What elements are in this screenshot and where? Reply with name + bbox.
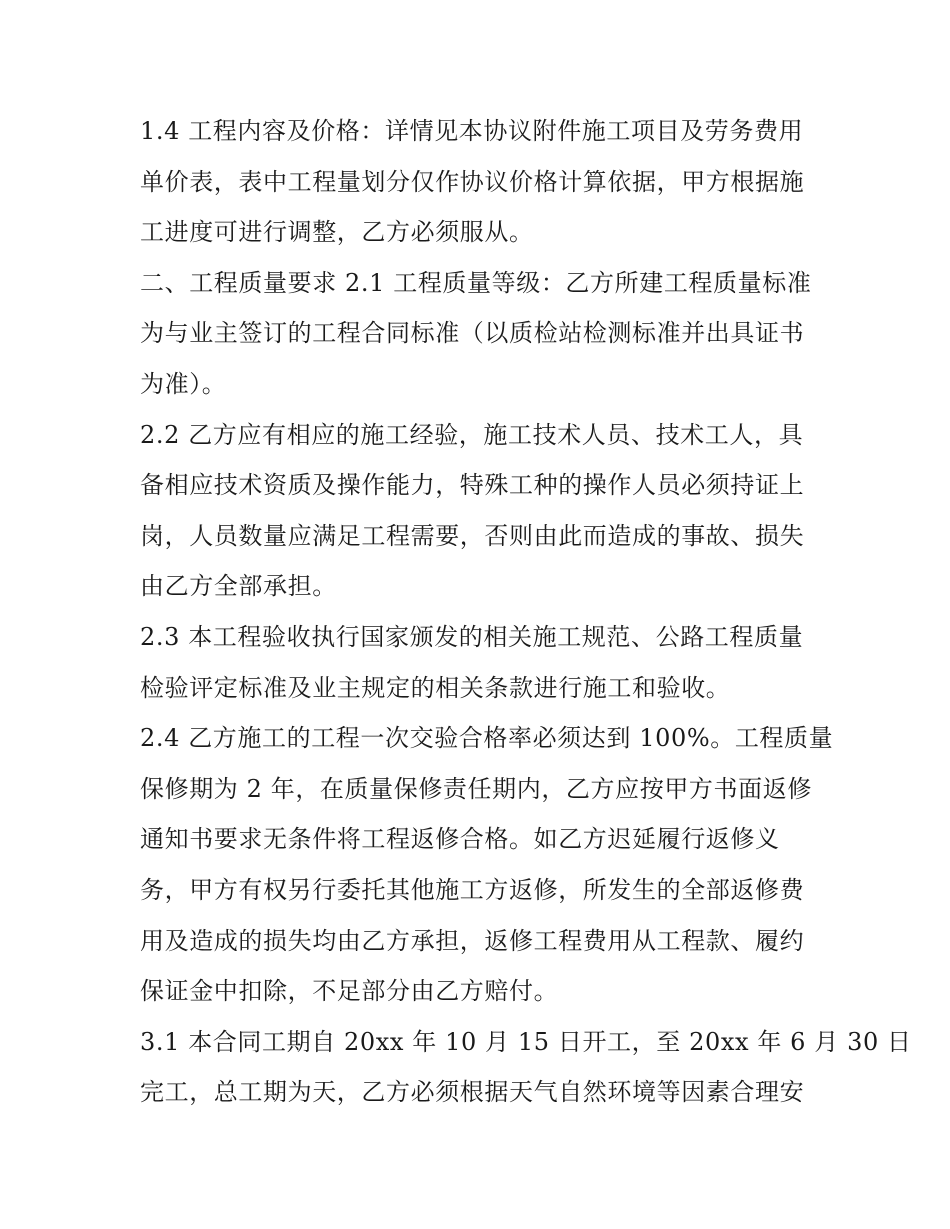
text-line: 检验评定标准及业主规定的相关条款进行施工和验收。 <box>140 673 731 702</box>
text-line: 务，甲方有权另行委托其他施工方返修，所发生的全部返修费 <box>140 875 805 904</box>
text-line: 2.4 乙方施工的工程一次交验合格率必须达到 100%。工程质量 <box>140 724 834 753</box>
text-line: 通知书要求无条件将工程返修合格。如乙方迟延履行返修义 <box>140 825 780 854</box>
text-line: 工进度可进行调整，乙方必须服从。 <box>140 218 534 247</box>
text-line: 岗，人员数量应满足工程需要，否则由此而造成的事故、损失 <box>140 521 805 550</box>
text-line: 备相应技术资质及操作能力，特殊工种的操作人员必须持证上 <box>140 471 805 500</box>
text-line: 保修期为 2 年，在质量保修责任期内，乙方应按甲方书面返修 <box>140 774 812 803</box>
text-line: 完工，总工期为天，乙方必须根据天气自然环境等因素合理安 <box>140 1078 805 1107</box>
text-line: 由乙方全部承担。 <box>140 572 337 601</box>
text-line: 为准）。 <box>140 369 227 398</box>
text-line: 2.2 乙方应有相应的施工经验，施工技术人员、技术工人，具 <box>140 420 804 449</box>
text-line: 二、工程质量要求 2.1 工程质量等级：乙方所建工程质量标准 <box>140 268 812 297</box>
text-line: 为与业主签订的工程合同标准（以质检站检测标准并出具证书 <box>140 319 805 348</box>
text-line: 保证金中扣除，不足部分由乙方赔付。 <box>140 977 559 1006</box>
text-line: 单价表，表中工程量划分仅作协议价格计算依据，甲方根据施 <box>140 167 805 196</box>
text-line: 用及造成的损失均由乙方承担，返修工程费用从工程款、履约 <box>140 926 805 955</box>
document-body <box>140 111 912 1123</box>
text-line: 2.3 本工程验收执行国家颁发的相关施工规范、公路工程质量 <box>140 622 804 651</box>
text-line: 3.1 本合同工期自 20xx 年 10 月 15 日开工，至 20xx 年 6 月 30 日 <box>140 1027 912 1056</box>
text-line: 1.4 工程内容及价格：详情见本协议附件施工项目及劳务费用 <box>140 117 804 145</box>
